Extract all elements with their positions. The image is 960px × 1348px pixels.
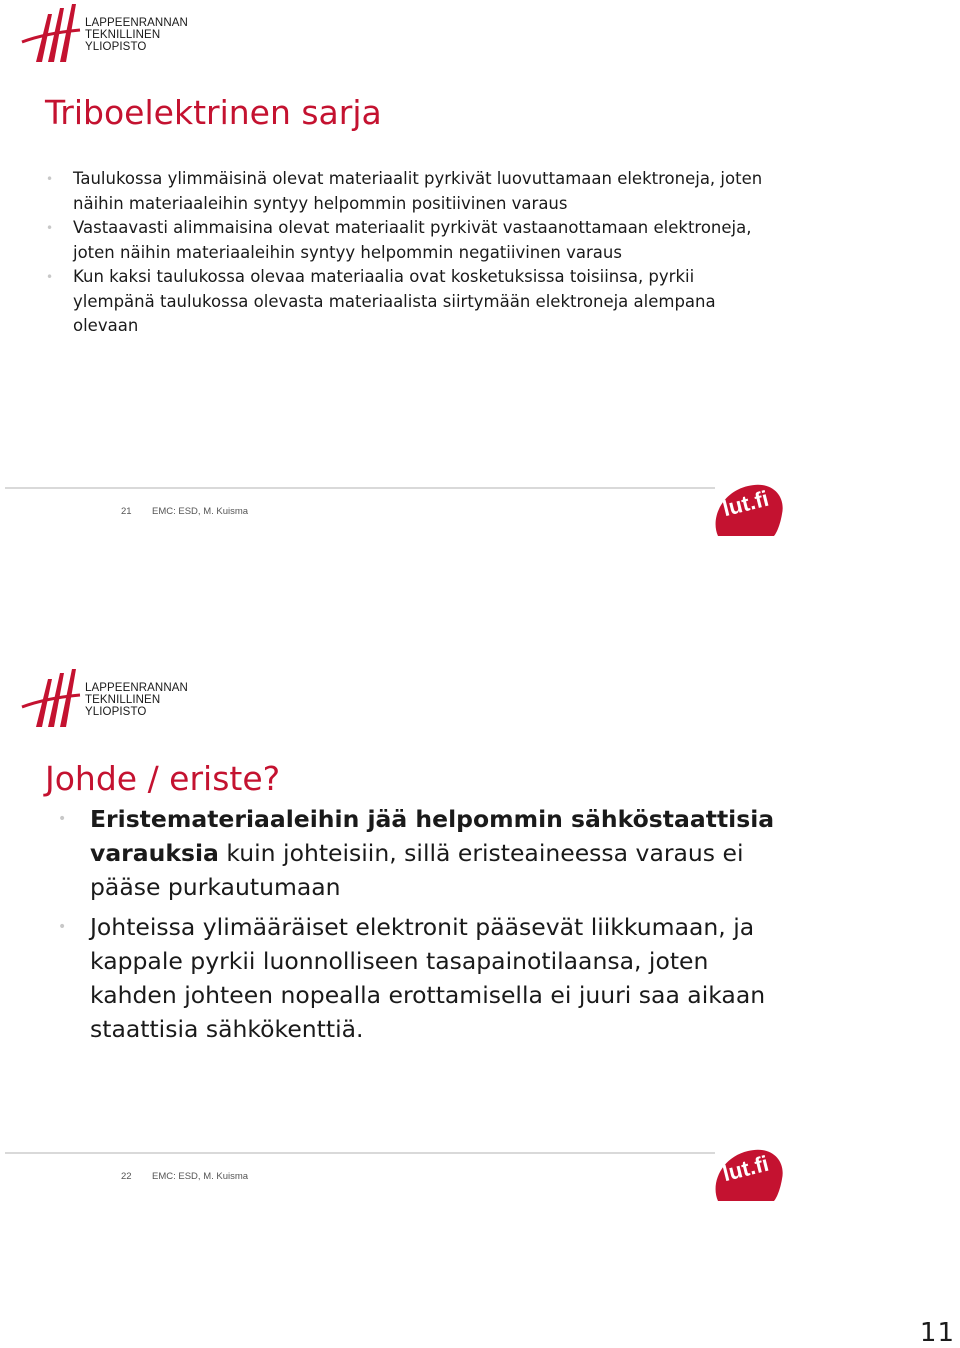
bullet-list bbox=[58, 802, 790, 1052]
bullet-dot-icon: • bbox=[58, 919, 67, 935]
bullet-item bbox=[46, 167, 763, 216]
bullet-list bbox=[46, 167, 763, 339]
bullet-item bbox=[58, 802, 790, 904]
logo-line-2: TEKNILLINEN YLIOPISTO bbox=[85, 29, 161, 53]
page-number: 11 bbox=[919, 1318, 955, 1348]
lutfi-badge-text: lut.fi bbox=[720, 1150, 772, 1187]
logo-line-1: LAPPEENRANNAN bbox=[85, 17, 188, 29]
lutfi-badge-text: lut.fi bbox=[720, 485, 772, 522]
lutfi-badge bbox=[700, 1143, 788, 1203]
logo-line-2: TEKNILLINEN YLIOPISTO bbox=[85, 694, 161, 718]
slide-number: 21 bbox=[121, 506, 132, 517]
bullet-item bbox=[46, 265, 763, 339]
bullet-text: Taulukossa ylimmäisinä olevat materiaalit pyrkivät luovuttamaan elektroneja, joten näihin materiaaleihin syntyy helpommin positiivinen varaus bbox=[73, 169, 763, 213]
university-logo bbox=[18, 2, 218, 64]
slide-22 bbox=[0, 665, 960, 1225]
slide-title: Johde / eriste? bbox=[45, 759, 281, 798]
footer-divider bbox=[5, 487, 715, 489]
bullet-dot-icon: • bbox=[58, 811, 67, 827]
logo-line-1: LAPPEENRANNAN bbox=[85, 682, 188, 694]
bullet-dot-icon: • bbox=[46, 221, 54, 235]
university-logo bbox=[18, 667, 218, 729]
bullet-dot-icon: • bbox=[46, 270, 54, 284]
slide-21 bbox=[0, 0, 960, 560]
bullet-text: Kun kaksi taulukossa olevaa materiaalia ovat kosketuksissa toisiinsa, pyrkii ylempänä taulukossa olevasta materiaalista siirtymään elektroneja alempana olevaan bbox=[73, 267, 716, 335]
lut-emblem-icon bbox=[18, 667, 88, 729]
bullet-text: Vastaavasti alimmaisina olevat materiaalit pyrkivät vastaanottamaan elektroneja, joten näihin materiaaleihin syntyy helpommin negatiivinen varaus bbox=[73, 218, 752, 262]
bullet-item bbox=[46, 216, 763, 265]
bullet-bold-text: Eristemateriaaleihin jää helpommin sähköstaattisia varauksia bbox=[90, 805, 775, 867]
lut-emblem-icon bbox=[18, 2, 88, 64]
bullet-dot-icon: • bbox=[46, 172, 54, 186]
bullet-text: Johteissa ylimääräiset elektronit pääsevät liikkumaan, ja kappale pyrkii luonnolliseen tasapainotilaansa, joten kahden johteen nopealla erottamisella ei juuri saa aikaan staattisia sähkökenttiä. bbox=[90, 913, 766, 1043]
footer-source: EMC: ESD, M. Kuisma bbox=[152, 506, 249, 517]
footer-source: EMC: ESD, M. Kuisma bbox=[152, 1171, 249, 1182]
footer-divider bbox=[5, 1152, 715, 1154]
bullet-item bbox=[58, 910, 790, 1046]
bullet-text: kuin johteisiin, sillä eristeaineessa varaus ei pääse purkautumaan bbox=[90, 839, 744, 901]
slide-number: 22 bbox=[121, 1171, 132, 1182]
slide-title: Triboelektrinen sarja bbox=[45, 93, 382, 132]
lutfi-badge bbox=[700, 478, 788, 538]
